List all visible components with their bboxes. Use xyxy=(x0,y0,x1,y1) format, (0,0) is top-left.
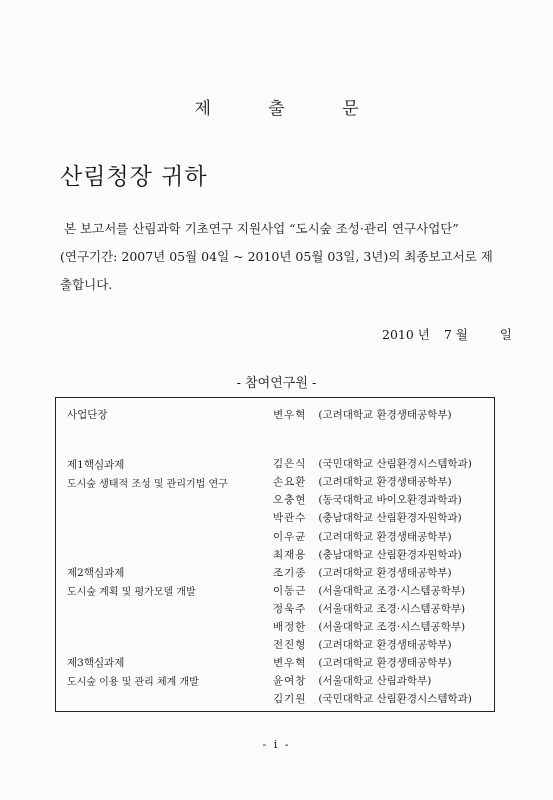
member-name: 배정한 xyxy=(273,621,307,633)
member-row xyxy=(273,655,452,670)
member-affiliation: (서울대학교 산림과학부) xyxy=(318,675,432,687)
group-title: 제2핵심과제 xyxy=(67,567,125,579)
member-row xyxy=(273,547,462,562)
group-title: 제1핵심과제 xyxy=(67,459,125,471)
researchers-table xyxy=(55,397,495,712)
member-row xyxy=(273,565,452,580)
member-name: 정욱주 xyxy=(273,603,307,615)
member-affiliation: (고려대학교 환경생태공학부) xyxy=(318,531,452,543)
member-affiliation: (서울대학교 조경·시스템공학부) xyxy=(318,585,466,597)
member-row xyxy=(273,637,452,652)
member-affiliation: (고려대학교 환경생태공학부) xyxy=(318,476,452,488)
member-row xyxy=(273,529,452,544)
member-row xyxy=(273,583,465,598)
member-name: 박관수 xyxy=(273,512,307,524)
group-subtitle: 도시숲 계획 및 평가모델 개발 xyxy=(67,587,196,598)
members-heading: - 참여연구원 - xyxy=(236,376,317,391)
member-name: 변우혁 xyxy=(273,409,307,421)
body-line-3: 출합니다. xyxy=(60,277,113,292)
member-affiliation: (충남대학교 산림환경자원학과) xyxy=(318,512,462,524)
date-month: 7 월 xyxy=(443,327,468,342)
member-affiliation: (고려대학교 환경생태공학부) xyxy=(318,409,452,421)
member-row xyxy=(273,407,452,422)
date-year: 2010 년 xyxy=(382,327,430,342)
member-affiliation: (고려대학교 환경생태공학부) xyxy=(318,657,452,669)
body-line-1: 본 보고서를 산림과학 기초연구 지원사업 “도시숲 조성·관리 연구사업단” xyxy=(64,221,459,236)
member-row xyxy=(273,619,465,634)
member-name: 최재용 xyxy=(273,549,307,561)
submission-date xyxy=(382,325,512,343)
member-name: 이동근 xyxy=(273,585,307,597)
member-row xyxy=(273,492,462,507)
group-subtitle: 도시숲 이용 및 관리 체계 개발 xyxy=(67,677,199,688)
member-name: 이우균 xyxy=(273,531,307,543)
member-affiliation: (서울대학교 조경·시스템공학부) xyxy=(318,603,466,615)
member-affiliation: (국민대학교 산림환경시스템학과) xyxy=(318,458,472,470)
member-name: 변우혁 xyxy=(273,657,307,669)
member-affiliation: (고려대학교 환경생태공학부) xyxy=(318,639,452,651)
member-name: 김은식 xyxy=(273,458,307,470)
member-affiliation: (국민대학교 산림환경시스템학과) xyxy=(318,693,472,705)
member-row xyxy=(273,691,472,706)
body-line-2: (연구기간: 2007년 05월 04일 ~ 2010년 05월 03일, 3년)의 최종보고서로 제 xyxy=(60,249,493,264)
group-title: 제3핵심과제 xyxy=(67,657,125,669)
member-affiliation: (서울대학교 조경·시스템공학부) xyxy=(318,621,466,633)
member-row xyxy=(273,456,472,471)
member-name: 조기종 xyxy=(273,567,307,579)
date-day: 일 xyxy=(499,327,512,342)
member-name: 윤여창 xyxy=(273,675,307,687)
member-row xyxy=(273,510,462,525)
member-name: 오충현 xyxy=(273,494,307,506)
addressee: 산림청장 귀하 xyxy=(60,164,208,190)
group-subtitle: 도시숲 생태적 조성 및 관리기법 연구 xyxy=(67,479,228,490)
member-name: 김기원 xyxy=(273,693,307,705)
page-number: - i - xyxy=(262,738,291,751)
member-affiliation: (충남대학교 산림환경자원학과) xyxy=(318,549,462,561)
group-title: 사업단장 xyxy=(67,409,108,421)
member-affiliation: (동국대학교 바이오환경과학과) xyxy=(318,494,462,506)
member-row xyxy=(273,601,465,616)
member-name: 손요환 xyxy=(273,476,307,488)
page-title: 제 출 문 xyxy=(194,99,385,119)
member-row xyxy=(273,673,431,688)
member-row xyxy=(273,474,452,489)
member-affiliation: (고려대학교 환경생태공학부) xyxy=(318,567,452,579)
member-name: 전진형 xyxy=(273,639,307,651)
